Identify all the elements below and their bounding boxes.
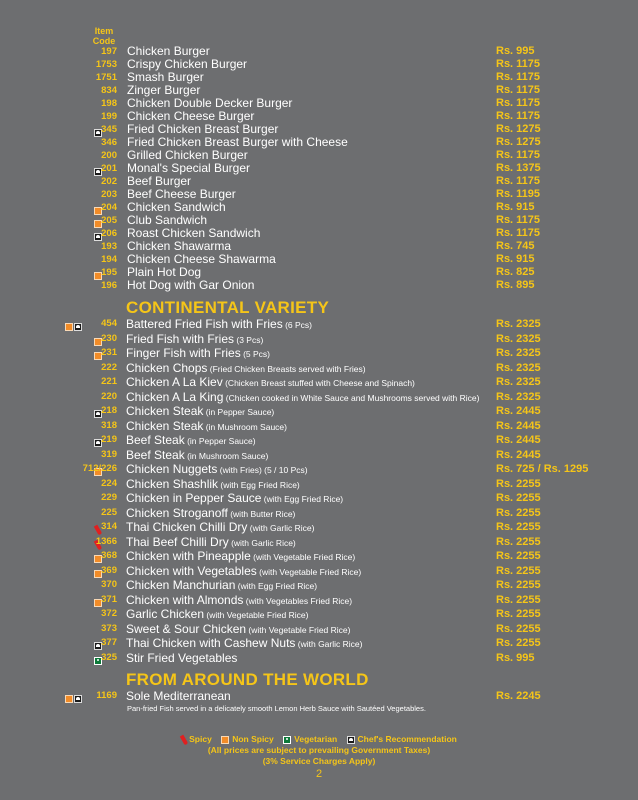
item-note: (with Vegetable Fried Rice)	[204, 610, 309, 620]
item-title: Chicken A La Kiev	[126, 375, 223, 389]
item-title: Chicken Cheese Burger	[127, 109, 255, 123]
item-note: (with Garlic Rice)	[247, 523, 315, 533]
item-icons	[56, 689, 82, 702]
item-name	[126, 346, 270, 362]
item-code: 229	[101, 492, 117, 503]
item-title: Beef Cheese Burger	[127, 187, 236, 201]
item-title: Thai Chicken with Cashew Nuts	[126, 636, 296, 650]
item-price: Rs. 2445	[496, 434, 541, 446]
item-code: 219	[101, 434, 117, 445]
menu-item-row	[0, 651, 638, 666]
item-icons	[56, 317, 82, 330]
item-name	[126, 578, 317, 594]
item-title: Club Sandwich	[127, 213, 208, 227]
item-price: Rs. 2255	[496, 593, 541, 606]
item-price: Rs. 1175	[496, 58, 541, 70]
item-name	[126, 448, 268, 464]
menu-item-row	[0, 607, 638, 622]
menu-item-row	[0, 593, 638, 608]
item-title: Roast Chicken Sandwich	[127, 226, 261, 240]
menu-item-row	[0, 506, 638, 521]
item-price: Rs. 2445	[496, 448, 541, 461]
item-price: Rs. 2445	[496, 405, 541, 417]
item-title: Thai Chicken Chilli Dry	[126, 520, 248, 534]
item-code: 224	[101, 477, 117, 489]
item-title: Fried Chicken Breast Burger with Cheese	[127, 135, 348, 149]
item-price: Rs. 1175	[496, 214, 541, 226]
item-price: Rs. 2325	[496, 318, 541, 330]
item-name	[126, 651, 237, 666]
item-note: (3 Pcs)	[234, 334, 264, 345]
item-code: 377	[101, 637, 117, 648]
item-title: Beef Steak	[126, 447, 185, 462]
legend-nonspicy-label: Non Spicy	[232, 734, 274, 744]
item-code: 319	[101, 448, 117, 460]
item-code: 368	[101, 550, 117, 561]
menu-item-row	[0, 433, 638, 448]
menu-item-row	[0, 404, 638, 419]
item-title: Chicken Steak	[126, 418, 204, 433]
legend	[0, 734, 638, 767]
item-name	[126, 433, 256, 449]
item-title: Finger Fish with Fries	[126, 346, 241, 360]
item-name	[126, 593, 352, 609]
item-name	[127, 279, 254, 292]
item-code: 205	[101, 215, 117, 226]
item-name	[126, 317, 312, 333]
item-code: 222	[101, 361, 117, 373]
menu-item-row	[0, 419, 638, 434]
item-name	[126, 404, 274, 420]
menu-item-row	[0, 149, 638, 162]
menu-item-row	[0, 45, 638, 58]
item-code: 346	[101, 137, 117, 148]
menu-item-row	[0, 71, 638, 84]
menu-item-row	[0, 549, 638, 564]
item-name	[126, 361, 366, 377]
item-note: (with Garlic Rice)	[295, 639, 363, 649]
item-note: (Chicken cooked in White Sauce and Mushrooms served with Rice)	[223, 392, 480, 403]
menu-item-row	[0, 253, 638, 266]
menu-item-row	[0, 110, 638, 123]
item-code: 834	[101, 85, 117, 96]
non-spicy-icon	[65, 695, 73, 703]
item-code: 454	[101, 318, 117, 329]
item-title: Smash Burger	[127, 70, 204, 84]
item-title: Chicken Nuggets	[126, 462, 218, 476]
item-title: Battered Fried Fish with Fries	[126, 317, 283, 331]
world-description: Pan-fried Fish served in a delicately smooth Lemon Herb Sauce with Sautéed Vegetables.	[127, 704, 426, 713]
item-name	[126, 506, 295, 522]
item-code: 225	[101, 506, 117, 518]
item-code: 325	[101, 651, 117, 663]
menu-item-row	[0, 448, 638, 463]
chef-hat-icon	[347, 736, 355, 744]
item-note: (5 Pcs)	[240, 349, 270, 359]
continental-heading: CONTINENTAL VARIETY	[126, 298, 330, 317]
item-price: Rs. 2255	[496, 492, 541, 504]
legend-nonspicy	[220, 734, 274, 745]
menu-item-row	[0, 136, 638, 149]
menu-item-row	[0, 375, 638, 390]
item-title: Sole Mediterranean	[126, 689, 231, 703]
item-code: 369	[101, 564, 117, 576]
item-code: 712/226	[82, 463, 117, 474]
item-title: Zinger Burger	[127, 83, 201, 97]
item-title: Beef Steak	[126, 433, 185, 447]
item-title: Chicken Sandwich	[127, 200, 226, 214]
item-price: Rs. 2255	[496, 550, 541, 562]
item-price: Rs. 1175	[496, 97, 541, 109]
item-code: 370	[101, 579, 117, 590]
item-price: Rs. 2255	[496, 637, 541, 649]
item-title: Fried Fish with Fries	[126, 331, 235, 346]
item-price: Rs. 2255	[496, 521, 541, 533]
item-price: Rs. 2255	[496, 564, 541, 577]
item-note: (with Butter Rice)	[227, 508, 296, 519]
tax-note: (All prices are subject to prevailing Government Taxes)	[207, 745, 431, 755]
item-price: Rs. 1175	[496, 149, 541, 161]
item-price: Rs. 1175	[496, 175, 541, 187]
item-code: 194	[101, 254, 117, 265]
item-name	[126, 636, 362, 652]
item-code: 230	[101, 332, 117, 344]
item-title: Chicken Shawarma	[127, 239, 232, 253]
menu-item-row	[0, 390, 638, 405]
item-price: Rs. 2325	[496, 376, 541, 388]
item-code-header-line1: Item	[94, 26, 114, 36]
item-code: 198	[101, 98, 117, 109]
item-note: (in Mushroom Sauce)	[184, 450, 269, 461]
menu-item-row	[0, 622, 638, 637]
item-price: Rs. 915	[496, 201, 535, 213]
item-note: (with Vegetable Fried Rice)	[246, 624, 351, 635]
menu-item-row	[0, 227, 638, 240]
menu-item-row	[0, 201, 638, 214]
item-code: 318	[101, 419, 117, 431]
item-title: Chicken A La King	[126, 389, 224, 404]
item-price: Rs. 2445	[496, 419, 541, 432]
item-title: Chicken Shashlik	[126, 476, 219, 491]
item-code: 206	[101, 228, 117, 239]
item-title: Hot Dog with Gar Onion	[127, 278, 255, 292]
item-price: Rs. 2245	[496, 690, 541, 702]
item-code: 1169	[96, 690, 117, 701]
item-code: 373	[101, 622, 117, 634]
menu-item-row	[0, 240, 638, 253]
item-title: Chicken Stroganoff	[126, 505, 228, 520]
world-heading: FROM AROUND THE WORLD	[126, 670, 369, 689]
item-note: (with Egg Fried Rice)	[235, 581, 318, 591]
item-price: Rs. 2325	[496, 361, 541, 374]
item-price: Rs. 745	[496, 240, 535, 252]
item-price: Rs. 1375	[496, 162, 541, 174]
menu-item-row	[0, 361, 638, 376]
item-code-header-line2: Code	[92, 36, 116, 46]
menu-item-row	[0, 564, 638, 579]
item-name	[126, 607, 308, 623]
legend-spicy-label: Spicy	[189, 734, 212, 744]
menu-item-row	[0, 332, 638, 347]
non-spicy-icon	[65, 323, 73, 331]
item-note: (with Vegetable Fried Rice)	[256, 566, 362, 577]
menu-item-row	[0, 636, 638, 651]
item-price: Rs. 1175	[496, 84, 541, 96]
item-title: Chicken Chops	[126, 360, 208, 375]
item-name	[126, 462, 308, 478]
legend-spicy	[181, 734, 212, 745]
item-note: (in Pepper Sauce)	[184, 436, 256, 446]
item-price: Rs. 2255	[496, 608, 541, 620]
item-note: (6 Pcs)	[282, 320, 312, 330]
item-price: Rs. 2325	[496, 390, 541, 403]
item-code: 200	[101, 150, 117, 161]
item-code: 193	[101, 241, 117, 252]
item-code: 231	[101, 347, 117, 358]
item-title: Sweet & Sour Chicken	[126, 621, 247, 636]
continental-section	[0, 317, 638, 665]
item-code: 345	[101, 124, 117, 135]
legend-chef-label: Chef's Recommendation	[357, 734, 457, 744]
non-spicy-icon	[221, 736, 229, 744]
item-title: Garlic Chicken	[126, 607, 205, 621]
item-code: 372	[101, 608, 117, 619]
item-code: 371	[101, 593, 117, 605]
item-name	[126, 564, 361, 580]
burgers-section	[0, 45, 638, 292]
item-price: Rs. 725 / Rs. 1295	[496, 463, 589, 475]
menu-item-row	[0, 84, 638, 97]
item-code: 314	[101, 521, 117, 532]
item-price: Rs. 2255	[496, 622, 541, 635]
item-code: 203	[101, 189, 117, 200]
item-price: Rs. 2325	[496, 347, 541, 359]
item-price: Rs. 995	[496, 45, 535, 57]
item-code: 1753	[95, 59, 117, 70]
item-price: Rs. 915	[496, 253, 535, 265]
legend-veg-label: Vegetarian	[294, 734, 338, 744]
menu-item-row	[0, 188, 638, 201]
item-code: 202	[101, 176, 117, 187]
item-title: Beef Burger	[127, 174, 192, 188]
item-price: Rs. 2255	[496, 579, 541, 591]
vegetarian-icon	[283, 736, 291, 744]
item-name	[126, 375, 415, 391]
item-price: Rs. 995	[496, 651, 535, 664]
item-price: Rs. 2255	[496, 477, 541, 490]
menu-item-row	[0, 477, 638, 492]
item-title: Chicken Steak	[126, 404, 204, 418]
service-charge-note: (3% Service Charges Apply)	[262, 756, 376, 766]
item-code: 196	[101, 280, 117, 291]
menu-item-row	[0, 279, 638, 292]
item-title: Chicken Manchurian	[126, 578, 236, 592]
item-name	[126, 549, 355, 565]
menu-item-row	[0, 578, 638, 593]
item-code: 197	[101, 46, 117, 57]
item-note: (in Mushroom Sauce)	[203, 421, 287, 432]
item-name	[126, 477, 300, 493]
item-title: Chicken in Pepper Sauce	[126, 491, 262, 505]
item-code: 1366	[95, 535, 117, 547]
world-section	[0, 689, 638, 704]
menu-item-row	[0, 520, 638, 535]
item-price: Rs. 2255	[496, 535, 541, 548]
item-price: Rs. 2255	[496, 506, 541, 519]
item-price: Rs. 895	[496, 279, 535, 291]
item-note: (Fried Chicken Breasts served with Fries)	[207, 363, 366, 374]
item-title: Thai Beef Chilli Dry	[126, 534, 229, 549]
item-name	[126, 520, 314, 536]
menu-item-row	[0, 491, 638, 506]
item-title: Chicken Cheese Shawarma	[127, 252, 276, 266]
menu-item-row	[0, 266, 638, 279]
item-title: Chicken with Almonds	[126, 592, 244, 607]
item-code: 195	[101, 267, 117, 278]
item-price: Rs. 1195	[496, 188, 541, 200]
item-code: 1751	[95, 72, 117, 83]
item-code-header	[88, 26, 120, 46]
item-note: (with Egg Fried Rice)	[218, 479, 300, 490]
item-name	[126, 535, 296, 551]
legend-veg	[282, 734, 337, 745]
legend-chef	[346, 734, 457, 745]
menu-item-row	[0, 175, 638, 188]
page-number: 2	[315, 768, 323, 780]
item-price: Rs. 1175	[496, 227, 541, 239]
chili-icon	[180, 734, 188, 745]
item-price: Rs. 1175	[496, 71, 541, 83]
item-code: 221	[101, 376, 117, 387]
item-title: Stir Fried Vegetables	[126, 650, 238, 665]
menu-item-row	[0, 346, 638, 361]
item-price: Rs. 1175	[496, 110, 541, 122]
menu-item-row	[0, 462, 638, 477]
item-title: Chicken Double Decker Burger	[127, 96, 293, 110]
item-name	[126, 390, 479, 406]
item-title: Crispy Chicken Burger	[127, 57, 248, 71]
item-price: Rs. 2325	[496, 332, 541, 345]
item-code: 199	[101, 111, 117, 122]
menu-item-row	[0, 97, 638, 110]
item-code: 201	[101, 163, 117, 174]
menu-item-row	[0, 689, 638, 704]
item-note: (in Pepper Sauce)	[203, 407, 275, 417]
item-name	[126, 419, 287, 435]
item-code: 204	[101, 202, 117, 213]
item-name	[126, 622, 350, 638]
item-title: Grilled Chicken Burger	[127, 148, 248, 162]
item-note: (with Fries) (5 / 10 Pcs)	[217, 465, 308, 475]
item-title: Chicken Burger	[127, 44, 210, 58]
item-title: Plain Hot Dog	[127, 265, 202, 279]
item-note: (with Garlic Rice)	[228, 537, 296, 548]
item-price: Rs. 825	[496, 266, 535, 278]
menu-item-row	[0, 214, 638, 227]
menu-item-row	[0, 317, 638, 332]
item-title: Chicken with Vegetables	[126, 563, 257, 578]
menu-item-row	[0, 162, 638, 175]
item-price: Rs. 1275	[496, 123, 541, 135]
item-title: Chicken with Pineapple	[126, 549, 251, 563]
item-note: (Chicken Breast stuffed with Cheese and Spinach)	[222, 378, 415, 388]
legend-icons-row	[0, 734, 638, 745]
item-price: Rs. 1275	[496, 136, 541, 148]
item-note: (with Vegetable Fried Rice)	[250, 552, 356, 562]
item-name	[126, 491, 343, 507]
item-note: (with Egg Fried Rice)	[261, 494, 344, 504]
menu-item-row	[0, 58, 638, 71]
item-name	[126, 689, 231, 704]
menu-item-row	[0, 535, 638, 550]
item-note: (with Vegetables Fried Rice)	[243, 595, 353, 606]
item-code: 218	[101, 405, 117, 416]
item-name	[126, 332, 263, 348]
item-code: 220	[101, 390, 117, 402]
item-title: Fried Chicken Breast Burger	[127, 122, 279, 136]
item-title: Monal's Special Burger	[127, 161, 251, 175]
